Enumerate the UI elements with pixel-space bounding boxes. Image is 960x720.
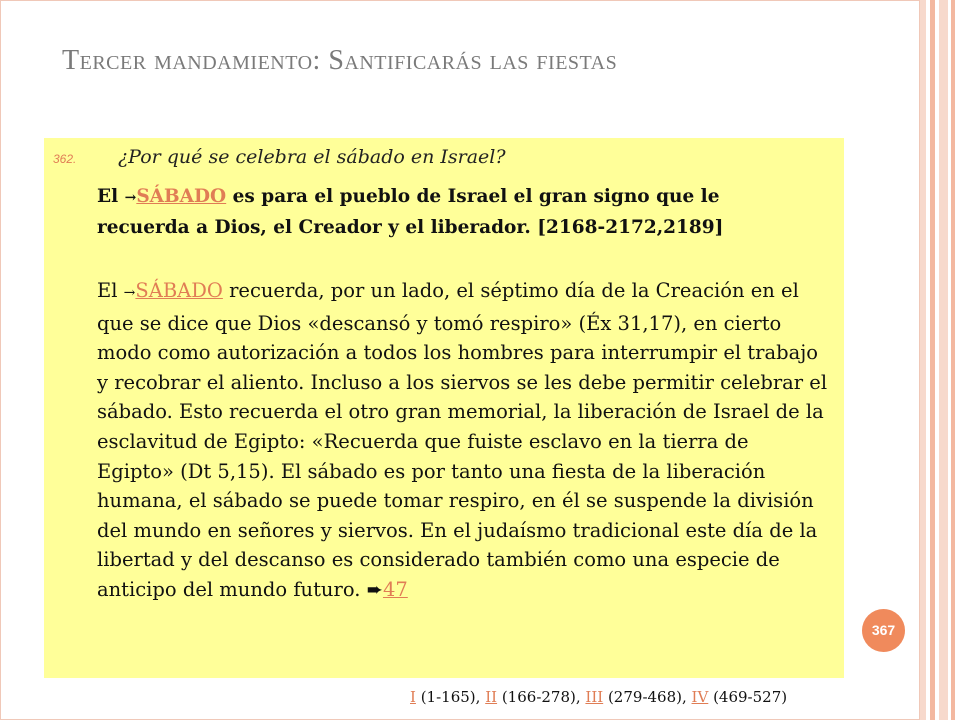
sabado-link-body[interactable]: SÁBADO [135, 279, 223, 302]
title-initial-2: S [328, 45, 345, 76]
question-number: 362. [53, 152, 77, 166]
nav-range-part-2: (166-278), [497, 688, 586, 706]
nav-link-part-2[interactable]: II [485, 688, 498, 706]
sabado-link[interactable]: SÁBADO [136, 186, 227, 207]
slide-title [62, 40, 862, 82]
answer-body [97, 276, 829, 605]
decor-stripe-1 [920, 0, 926, 720]
page-number-badge: 367 [862, 609, 905, 652]
section-nav [410, 688, 787, 706]
decor-stripe-2 [930, 0, 935, 720]
nav-link-part-4[interactable]: IV [691, 688, 709, 706]
decor-stripe-3 [939, 0, 948, 720]
answer-summary [97, 182, 817, 242]
answer-summary-prefix: El [97, 186, 125, 207]
answer-body-text: recuerda, por un lado, el séptimo día de la Creación en el que se dice que Dios «descansó y tomó respiro» (Éx 31,17), en cierto modo como autorización a todos los hombres para interrumpir el trabajo y recobrar el aliento. Incluso a los siervos se les debe permitir celebrar el sábado. Esto recuerda el otro gran memorial, la liberación de Israel de la esclavitud de Egipto: «Recuerda que fuiste esclavo en la tierra de Egipto» (Dt 5,15). El sábado es por tanto una fiesta de la liberación humana, el sábado se puede tomar respiro, en él se suspende la división del mundo en señores y siervos. En el judaísmo tradicional este día de la libertad y del descanso es considerado también como una especie de anticipo del mundo futuro. [97, 279, 828, 601]
arrow-icon: → [123, 285, 136, 301]
title-initial-1: T [62, 45, 80, 76]
decor-stripe-4 [951, 0, 955, 720]
arrow-icon: → [124, 190, 137, 206]
question-text: ¿Por qué se celebra el sábado en Israel? [118, 146, 506, 168]
title-rest-2: antificarás las fiestas [344, 45, 618, 76]
nav-range-part-3: (279-468), [603, 688, 692, 706]
answer-body-prefix: El [97, 279, 124, 302]
reference-link-47[interactable]: 47 [382, 577, 408, 601]
reference-arrow-icon: ➨ [366, 577, 383, 601]
nav-range-part-4: (469-527) [708, 688, 788, 706]
nav-link-part-3[interactable]: III [585, 688, 604, 706]
title-colon: : [312, 45, 329, 76]
title-rest-1: ercer mandamiento [79, 45, 313, 76]
answer-summary-text: es para el pueblo de Israel el gran signo que le recuerda a Dios, el Creador y el liberador. [2168-2172,2189] [97, 186, 724, 238]
nav-link-part-1[interactable]: I [410, 688, 416, 706]
nav-range-part-1: (1-165), [415, 688, 486, 706]
